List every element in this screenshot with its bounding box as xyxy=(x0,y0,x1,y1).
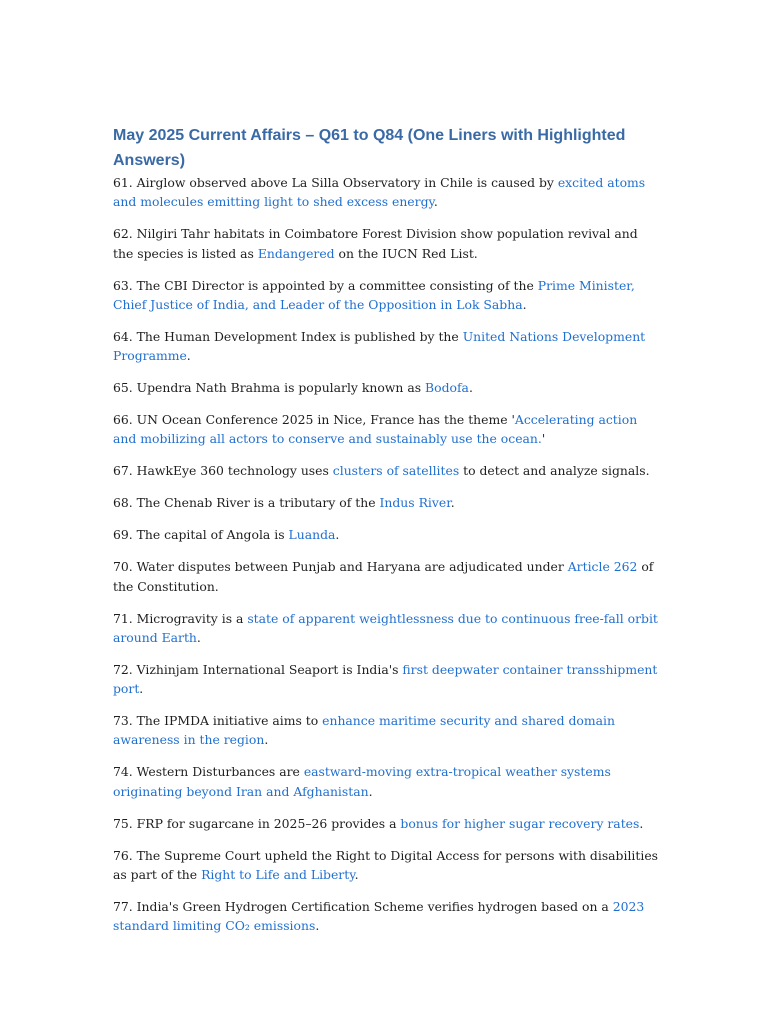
highlighted-answer: Indus River xyxy=(379,495,451,511)
question-text: 64. The Human Development Index is published by the xyxy=(113,328,463,344)
highlighted-answer: Luanda xyxy=(288,527,336,543)
question-text: 74. Western Disturbances are xyxy=(113,764,304,780)
page-title: May 2025 Current Affairs – Q61 to Q84 (One Liners with Highlighted Answers) xyxy=(113,127,626,169)
question-text-end: . xyxy=(335,527,340,543)
question-item xyxy=(113,557,658,596)
question-text-end: . xyxy=(354,867,359,883)
highlighted-answer: state of apparent weightlessness due to continuous free-fall orbit around Earth xyxy=(113,610,658,645)
question-item xyxy=(113,525,658,544)
question-text: 63. The CBI Director is appointed by a committee consisting of the xyxy=(113,277,538,293)
question-item xyxy=(113,173,658,212)
highlighted-answer: bonus for higher sugar recovery rates xyxy=(400,815,640,831)
question-text: 65. Upendra Nath Brahma is popularly known as xyxy=(113,380,426,396)
highlighted-answer: Accelerating action and mobilizing all actors to conserve and sustainably use the ocean. xyxy=(113,412,638,447)
question-text: 75. FRP for sugarcane in 2025–26 provides a xyxy=(113,815,401,831)
question-item xyxy=(113,660,658,699)
highlighted-answer: Endangered xyxy=(257,245,335,261)
highlighted-answer: enhance maritime security and shared domain awareness in the region xyxy=(113,713,615,748)
question-text: 71. Microgravity is a xyxy=(113,610,248,626)
question-text-end: . xyxy=(522,296,527,312)
question-text: 73. The IPMDA initiative aims to xyxy=(113,713,323,729)
question-text: 77. India's Green Hydrogen Certification Scheme verifies hydrogen based on a xyxy=(113,899,613,915)
question-item xyxy=(113,814,658,833)
highlighted-answer: Right to Life and Liberty xyxy=(201,867,355,883)
highlighted-answer: first deepwater container transshipment port xyxy=(113,661,658,697)
question-text-end: . xyxy=(433,194,438,210)
question-text-end: . xyxy=(196,629,201,645)
question-text-end: . xyxy=(264,732,269,748)
question-item xyxy=(113,378,658,397)
highlighted-answer: clusters of satellites xyxy=(332,463,460,479)
highlighted-answer: United Nations Development Programme xyxy=(113,328,646,364)
question-text: 66. UN Ocean Conference 2025 in Nice, France has the theme ' xyxy=(113,412,515,428)
highlighted-answer: Article 262 xyxy=(567,559,638,575)
highlighted-answer: excited atoms and molecules emitting light to shed excess energy xyxy=(113,175,646,210)
question-text-end: . xyxy=(186,348,191,364)
question-item xyxy=(113,846,658,885)
question-text-end: on the IUCN Red List. xyxy=(334,245,478,261)
question-item xyxy=(113,461,658,480)
question-text: 62. Nilgiri Tahr habitats in Coimbatore Forest Division show population revival and the species is listed as xyxy=(113,226,638,261)
highlighted-answer: 2023 standard limiting CO₂ emissions xyxy=(113,899,645,934)
highlighted-answer: Prime Minister, Chief Justice of India, and Leader of the Opposition in Lok Sabha xyxy=(113,277,635,312)
question-text-end: . xyxy=(368,783,373,799)
question-text: 67. HawkEye 360 technology uses xyxy=(113,463,333,479)
question-item xyxy=(113,224,658,263)
question-item xyxy=(113,327,658,366)
question-text-end: . xyxy=(468,380,473,396)
question-text-end: . xyxy=(315,918,320,934)
question-text-end: . xyxy=(639,815,644,831)
question-text: 72. Vizhinjam International Seaport is India's xyxy=(113,661,403,677)
question-item xyxy=(113,609,658,648)
question-item xyxy=(113,762,658,801)
question-text: 61. Airglow observed above La Silla Observatory in Chile is caused by xyxy=(113,175,558,190)
highlighted-answer: eastward-moving extra-tropical weather systems originating beyond Iran and Afghanistan xyxy=(113,764,611,799)
question-text: 76. The Supreme Court upheld the Right to Digital Access for persons with disabilities as part of the xyxy=(113,847,659,883)
question-text: 68. The Chenab River is a tributary of the xyxy=(113,495,380,511)
question-item xyxy=(113,897,658,936)
question-text-end: ' xyxy=(541,431,546,447)
question-item xyxy=(113,410,658,449)
question-text: 69. The capital of Angola is xyxy=(113,527,289,543)
question-item xyxy=(113,276,658,315)
question-text-end: . xyxy=(450,495,455,511)
question-text-end: . xyxy=(139,681,144,697)
question-text-end: of the Constitution. xyxy=(113,559,654,594)
question-text-end: to detect and analyze signals. xyxy=(459,463,650,479)
question-list xyxy=(113,173,658,936)
highlighted-answer: Bodofa xyxy=(425,380,469,396)
question-item xyxy=(113,711,658,750)
question-item xyxy=(113,493,658,512)
question-text: 70. Water disputes between Punjab and Haryana are adjudicated under xyxy=(113,559,568,575)
